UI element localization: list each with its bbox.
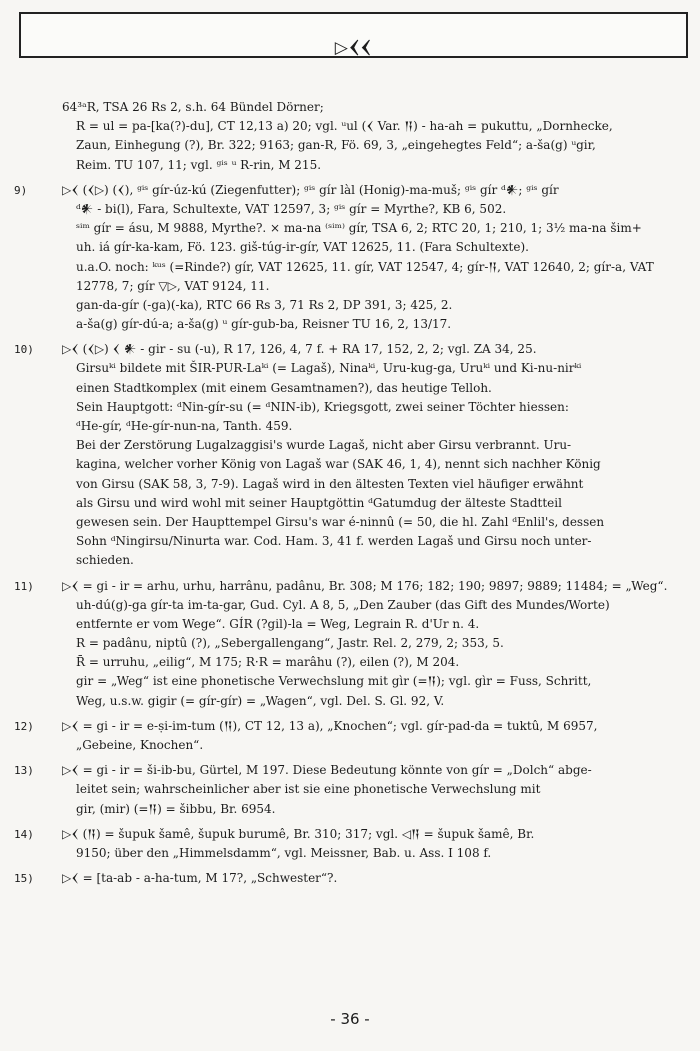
entry-number: 9) [14,183,28,197]
entry-text: ▷𒌋 = gi - ir = ši-ib-bu, Gürtel, M 197. Diese Bedeutung könnte von gír = „Dolch“ abge- [62,763,592,778]
entry-text: Bei der Zerstörung Lugalzaggisi's wurde Lagaš, nicht aber Girsu verbrannt. Uru- [76,438,572,453]
entry-text: Reim. TU 107, 11; vgl. ᵍⁱˢ ᵘ R-rin, M 215. [76,157,322,172]
entry-line [14,238,694,257]
entry-text: R = padânu, niptû (?), „Sebergallengang“, Jastr. Rel. 2, 279, 2; 353, 5. [76,636,504,651]
header-box [19,12,688,58]
entry-text: ▷𒌋 = gi - ir = e-ṣi-im-tum (𒀀), CT 12, 13 a), „Knochen“; vgl. gír-pad-da = tuktû, M 6957, [62,718,598,733]
entry-text: ˢⁱᵐ gír = ásu, M 9888, Myrthe?. × ma-na ⁽ˢⁱᵐ⁾ gír, TSA 6, 2; RTC 20, 1; 210, 1; 3½ ma-na šim+ [76,221,642,236]
entry-line [14,844,694,863]
entry-line [14,596,694,615]
entry-line [14,532,694,551]
entry-line [14,551,694,570]
entry-text: ▷𒌋 = gi - ir = arhu, urhu, harrânu, padânu, Br. 308; M 176; 182; 190; 9897; 9889; 11484; = „Weg“. [62,578,668,593]
entry-line [14,455,694,474]
entry-line [14,277,694,296]
entry-line [14,296,694,315]
entry-text: uh-dú(g)-ga gír-ta im-ta-gar, Gud. Cyl. A 8, 5, „Den Zauber (das Gift des Mundes/Worte) [76,597,610,612]
entry-number: 10) [14,343,34,357]
entry-number: 14) [14,827,34,841]
entry-text: ᵈ𒀭 - bi(l), Fara, Schultexte, VAT 12597, 3; ᵍⁱˢ gír = Myrthe?, KB 6, 502. [76,201,507,216]
entry-line [14,156,694,175]
entry-text: ▷𒌋 (𒀀) = šupuk šamê, šupuk burumê, Br. 310; 317; vgl. ◁𒀀 = šupuk šamê, Br. [62,826,535,841]
entry-number: 15) [14,872,34,886]
entry-line [14,136,694,155]
entry-line [14,761,694,780]
entry-text: Sohn ᵈNingirsu/Ninurta war. Cod. Ham. 3, 41 f. werden Lagaš und Girsu noch unter- [76,534,592,549]
entry-line [14,359,694,378]
entry-line [14,117,694,136]
entry-text: R̄ = urruhu, „eilig“, M 175; R·R = marâhu (?), eilen (?), M 204. [76,655,460,670]
entry-line [14,219,694,238]
entry-line [14,780,694,799]
entry-text: ▷𒌋 = [ta-ab - a-ha-tum, M 17?, „Schwester“?. [62,871,338,886]
entry-text: u.a.O. noch: ᵏᵘˢ (=Rinde?) gír, VAT 12625, 11. gír, VAT 12547, 4; gír-𒀀, VAT 12640, 2; gír-a, VAT [76,259,654,274]
entry-number: 12) [14,719,34,733]
header-cuneiform-sign: ▷𒌋𒌋 [334,38,373,58]
entry-line [14,800,694,819]
entry-text: 9150; über den „Himmelsdamm“, vgl. Meissner, Bab. u. Ass. I 108 f. [76,845,492,860]
entry-line [14,258,694,277]
entry-line [14,736,694,755]
entry-text: von Girsu (SAK 58, 3, 7-9). Lagaš wird in den ältesten Texten viel häufiger erwähnt [76,476,584,491]
entry-line [14,315,694,334]
entry-text: ▷𒌋 (𒌋▷) (𒌋), ᵍⁱˢ gír-úz-kú (Ziegenfutter); ᵍⁱˢ gír làl (Honig)-ma-muš; ᵍⁱˢ gír ᵈ𒀭; ᵍⁱˢ gír [62,182,559,197]
entry-text: a-ša(g) gír-dú-a; a-ša(g) ᵘ gír-gub-ba, Reisner TU 16, 2, 13/17. [76,317,452,332]
entry-number: 13) [14,764,34,778]
entry-text: „Gebeine, Knochen“. [76,738,204,752]
entry-text: gewesen sein. Der Haupttempel Girsu's war é-ninnû (= 50, die hl. Zahl ᵈEnlil's, dessen [76,514,605,529]
entry-line [14,417,694,436]
entry-text: Weg, u.s.w. gigir (= gír-gír) = „Wagen“, vgl. Del. S. Gl. 92, V. [76,693,445,708]
entry-line [14,475,694,494]
entry-text: ᵈHe-gír, ᵈHe-gír-nun-na, Tanth. 459. [76,419,293,433]
entry-line [14,494,694,513]
entry-text: gir, (mir) (=𒀀) = šibbu, Br. 6954. [76,801,276,816]
entry-line [14,672,694,691]
entry-text: Girsuᵏⁱ bildete mit ŠIR-PUR-Laᵏⁱ (= Lagaš), Ninaᵏⁱ, Uru-kug-ga, Uruᵏⁱ und Ki-nu-nirᵏⁱ [76,361,582,376]
entry-line [14,717,694,736]
entry-line [14,181,694,200]
entry-text: leitet sein; wahrscheinlicher aber ist sie eine phonetische Verwechslung mit [76,782,541,797]
entry-line [14,200,694,219]
entry-line [14,869,694,888]
entry-line [14,436,694,455]
entry-text: Sein Hauptgott: ᵈNin-gír-su (= ᵈNIN-ib), Kriegsgott, zwei seiner Töchter hiessen: [76,399,569,414]
entry-text: schieden. [76,553,134,568]
entry-line [14,634,694,653]
entry-line [14,577,694,596]
entry-text: 12778, 7; gír ▽▷, VAT 9124, 11. [76,278,270,293]
entry-line [14,398,694,417]
entry-text: kagina, welcher vorher König von Lagaš war (SAK 46, 1, 4), nennt sich nachher König [76,457,601,472]
entry-line [14,653,694,672]
entry-text: entfernte er vom Wege“. GÍR (?gil)-la = Weg, Legrain R. d'Ur n. 4. [76,616,480,631]
entry-line [14,98,694,117]
entry-text: gan-da-gír (-ga)(-ka), RTC 66 Rs 3, 71 Rs 2, DP 391, 3; 425, 2. [76,297,453,312]
entry-text: gir = „Weg“ ist eine phonetische Verwechslung mit gìr (=𒀀); vgl. gìr = Fuss, Schritt, [76,674,592,689]
entry-text: als Girsu und wird wohl mit seiner Hauptgöttin ᵈGatumdug der älteste Stadtteil [76,495,562,510]
entry-line [14,615,694,634]
entry-line [14,379,694,398]
entry-line [14,692,694,711]
entry-number: 11) [14,579,34,593]
entry-line [14,825,694,844]
entry-text: Zaun, Einhegung (?), Br. 322; 9163; gan-R, Fö. 69, 3, „eingehegtes Feld“; a-ša(g) ᵘgir, [76,138,596,153]
entry-text: einen Stadtkomplex (mit einem Gesamtnamen?), das heutige Telloh. [76,380,492,395]
entry-line [14,340,694,359]
page-number: - 36 - [330,1010,370,1028]
entry-list [14,98,694,894]
entry-line [14,513,694,532]
entry-text: R = ul = pa-[ka(?)-du], CT 12,13 a) 20; vgl. ᵘul (𒌋 Var. 𒀀) - ha-ah = pukuttu, „Dornhecke, [76,119,613,134]
entry-text: uh. iá gír-ka-kam, Fö. 123. giš-túg-ir-gír, VAT 12625, 11. (Fara Schultexte). [76,240,529,255]
entry-text: 64³ᵃR, TSA 26 Rs 2, s.h. 64 Bündel Dörner; [62,100,324,114]
entry-text: ▷𒌋 (𒌋▷) 𒌋 𒀭 - gir - su (-u), R 17, 126, 4, 7 f. + RA 17, 152, 2, 2; vgl. ZA 34, 25. [62,342,537,357]
